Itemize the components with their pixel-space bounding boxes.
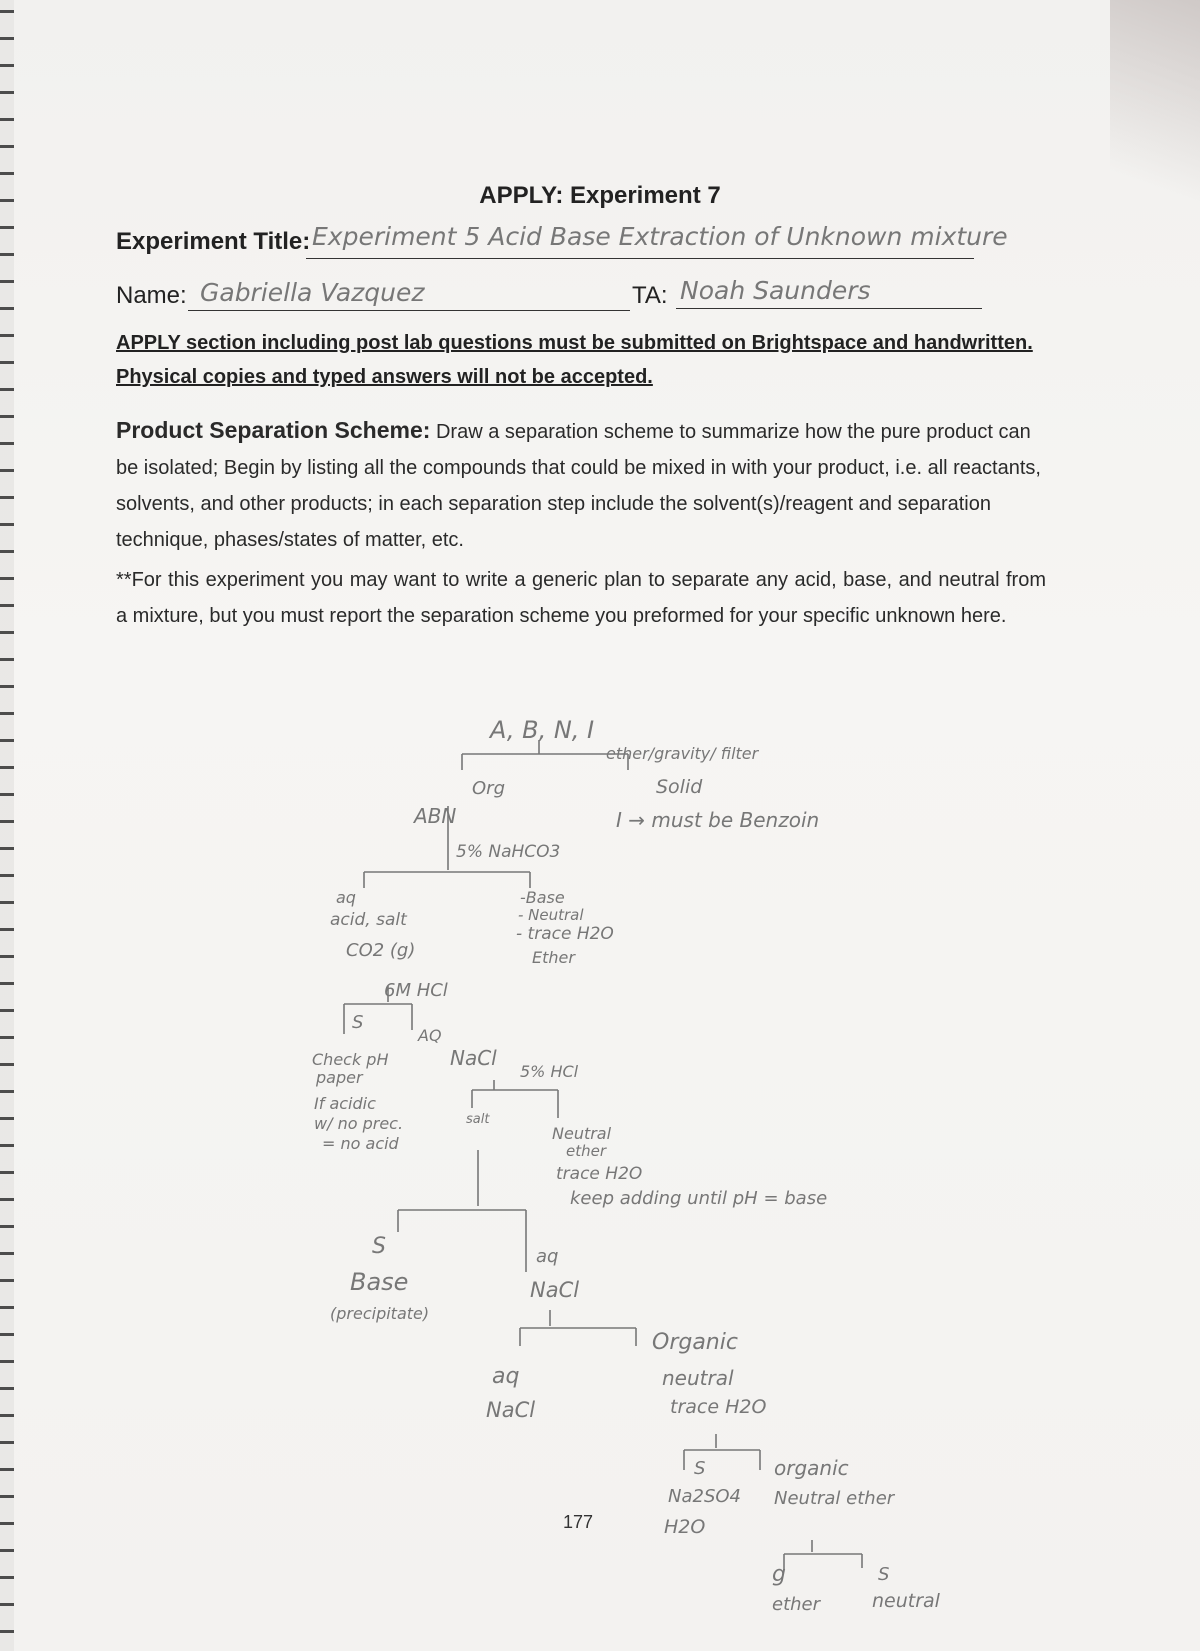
- name-value: Gabriella Vazquez: [200, 278, 425, 307]
- scheme-org2-neutral: - Neutral: [518, 906, 584, 924]
- scheme-organic2-label: organic: [774, 1456, 849, 1480]
- scheme-org-label: Org: [472, 778, 505, 799]
- scheme-hcl5-reagent: 5% HCl: [520, 1062, 579, 1081]
- scheme-s1-label: S: [352, 1012, 364, 1033]
- scheme-aq2-label: AQ: [418, 1026, 442, 1045]
- scheme-precipitate-label: (precipitate): [330, 1304, 430, 1323]
- scheme-check-ph-4: w/ no prec.: [314, 1114, 404, 1133]
- scheme-neutral-final: neutral: [872, 1590, 940, 1612]
- experiment-title-value: Experiment 5 Acid Base Extraction of Unknown mixture: [312, 222, 1008, 251]
- scheme-benzoin-note: I → must be Benzoin: [616, 808, 820, 832]
- scheme-neutral-ether: ether: [566, 1142, 607, 1160]
- submission-notice-line1: APPLY section including post lab questions must be submitted on Brightspace and handwritten.: [116, 332, 1033, 354]
- scheme-org2-water: - trace H2O: [516, 924, 614, 944]
- scheme-hcl6-reagent: 6M HCl: [384, 980, 448, 1001]
- scheme-aq4-label: aq: [492, 1364, 520, 1389]
- page-number: 177: [563, 1512, 594, 1532]
- scheme-check-ph-5: = no acid: [322, 1134, 399, 1153]
- scheme-step1-method: ether/gravity/ filter: [606, 744, 759, 763]
- scheme-aq1-contents: acid, salt: [330, 910, 407, 930]
- scheme-aq3-label: aq: [536, 1246, 559, 1267]
- scheme-h2o-label: H2O: [664, 1516, 706, 1538]
- submission-notice-line2: Physical copies and typed answers will not be accepted.: [116, 366, 653, 388]
- experiment-title-label: Experiment Title:: [116, 228, 311, 255]
- scheme-aq1-gas: CO2 (g): [346, 940, 416, 961]
- scheme-organic1-label: Organic: [652, 1330, 738, 1355]
- scheme-org2-ether: Ether: [532, 948, 575, 967]
- scheme-base-label: Base: [350, 1268, 409, 1296]
- scheme-s2-label: S: [372, 1234, 386, 1259]
- scheme-na2so4-label: Na2SO4: [668, 1486, 741, 1507]
- scheme-organic1-neutral: neutral: [662, 1366, 734, 1390]
- scheme-organic2-neutral-ether: Neutral ether: [774, 1488, 895, 1509]
- scheme-neutral-water: trace H2O: [556, 1164, 643, 1184]
- scheme-g-label: g: [772, 1562, 786, 1587]
- scheme-ether-final: ether: [772, 1594, 821, 1615]
- scheme-neutral-label: Neutral: [552, 1124, 612, 1143]
- ta-label: TA:: [632, 282, 668, 309]
- scheme-instructions-text: Draw a separation scheme to summarize how the pure product can be isolated; Begin by listing all the compounds that could be mixed in with your product, i.e. all reactants, solvents, and other products; in each separation step include the solvent(s)/reagent and separation technique, phases/states of matter, etc.: [116, 421, 1041, 551]
- name-label: Name:: [116, 282, 187, 309]
- scheme-nacl1-label: NaCl: [450, 1046, 497, 1070]
- scheme-salt-label: salt: [466, 1112, 490, 1127]
- scheme-check-ph-3: If acidic: [314, 1094, 376, 1113]
- scheme-s3-label: S: [694, 1458, 706, 1479]
- ta-value: Noah Saunders: [680, 276, 871, 305]
- scheme-keep-adding-note: keep adding until pH = base: [570, 1188, 828, 1209]
- scheme-abn-label: ABN: [414, 804, 457, 828]
- scheme-org2-base: -Base: [520, 888, 565, 907]
- scheme-note: **For this experiment you may want to write a generic plan to separate any acid, base, and neutral from a mixture, but you must report the separation scheme you preformed for your specific unknown here.: [116, 569, 1046, 627]
- scheme-title: Product Separation Scheme:: [116, 417, 431, 443]
- scheme-organic1-water: trace H2O: [670, 1396, 767, 1418]
- scheme-check-ph-2: paper: [316, 1068, 363, 1087]
- page-heading: APPLY: Experiment 7: [479, 182, 721, 209]
- scheme-nacl3-label: NaCl: [486, 1398, 536, 1422]
- scheme-s4-label: S: [878, 1564, 890, 1585]
- scheme-check-ph-1: Check pH: [312, 1050, 389, 1069]
- scheme-aq1-label: aq: [336, 888, 356, 907]
- scheme-start-mixture: A, B, N, I: [490, 716, 595, 744]
- scheme-nacl2-label: NaCl: [530, 1278, 580, 1302]
- scheme-solid-label: Solid: [656, 776, 703, 798]
- scheme-nahco3-reagent: 5% NaHCO3: [456, 842, 561, 862]
